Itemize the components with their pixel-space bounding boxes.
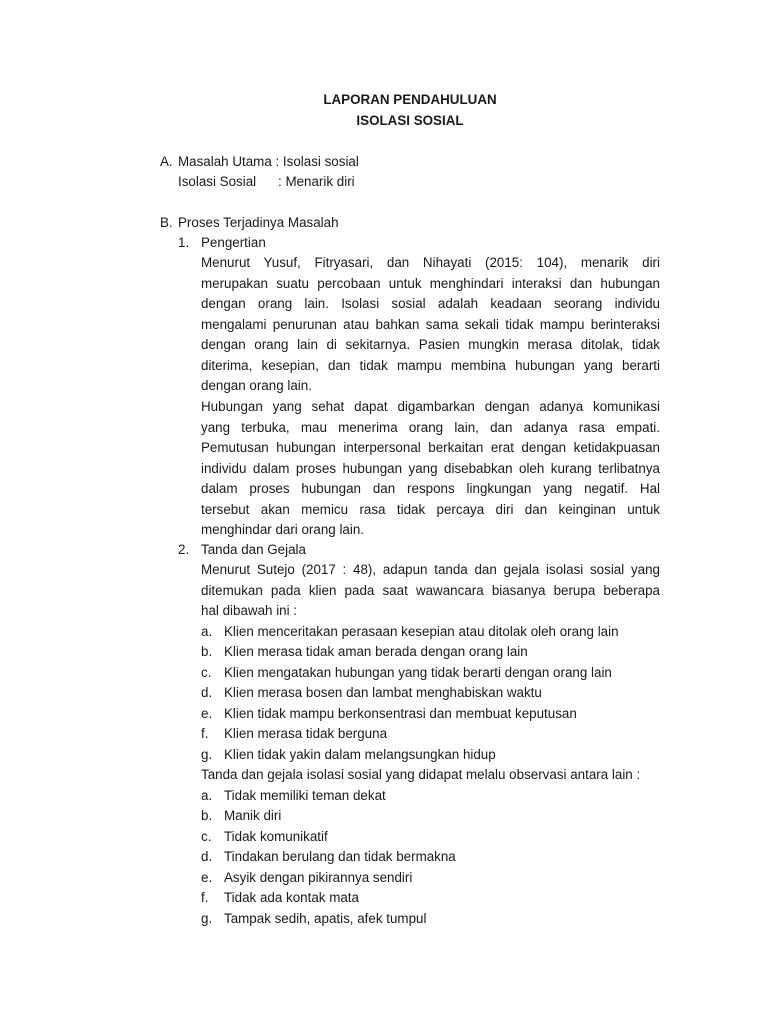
list-item — [201, 911, 426, 926]
list-item-letter: g. — [201, 747, 213, 762]
paragraph-line: Pemutusan hubungan interpersonal berkaitan erat dengan ketidakpuasan — [201, 440, 660, 455]
paragraph-line: tersebut akan memicu rasa tidak percaya diri dan keinginan untuk — [201, 501, 660, 517]
paragraph-line: Hubungan yang sehat dapat digambarkan dengan adanya komunikasi — [201, 399, 660, 414]
item2-number: 2. — [178, 542, 190, 557]
list-item-text: Klien merasa tidak berguna — [224, 726, 388, 741]
item1-paragraph1 — [201, 253, 660, 397]
list-item-letter: d. — [201, 685, 213, 700]
list-item-text: Klien tidak yakin dalam melangsungkan hidup — [224, 747, 496, 762]
list-item-letter: f. — [201, 890, 209, 905]
item2-heading: Tanda dan Gejala — [201, 542, 306, 557]
paragraph-line: dalam proses hubungan dan respons lingkungan yang negatif. Hal — [201, 481, 660, 496]
list-item-letter: b. — [201, 644, 213, 659]
list-item-letter: e. — [201, 706, 213, 721]
paragraph-line: dengan orang lain di sekitarnya. Pasien mungkin merasa ditolak, tidak — [201, 337, 660, 352]
paragraph-line: Menurut Sutejo (2017 : 48), adapun tanda dan gejala isolasi sosial yang — [201, 562, 660, 577]
paragraph-line: yang terbuka, mau menerima orang lain, dan adanya rasa empati. — [201, 419, 660, 435]
paragraph-line: diterima, kesepian, dan tidak mampu membina hubungan yang berarti — [201, 357, 660, 373]
list-item — [201, 829, 328, 844]
list-item-text: Asyik dengan pikirannya sendiri — [224, 870, 413, 885]
list-item — [201, 665, 612, 680]
item1-paragraph2 — [201, 397, 660, 541]
paragraph-line: dengan orang lain. — [201, 378, 312, 393]
list-item-letter: c. — [201, 829, 212, 844]
list-item — [201, 890, 359, 905]
list-item — [201, 788, 386, 803]
list-item-letter: g. — [201, 911, 213, 926]
list-item-text: Klien tidak mampu berkonsentrasi dan membuat keputusan — [224, 706, 577, 721]
list-item-letter: e. — [201, 870, 213, 885]
list-item-letter: b. — [201, 808, 213, 823]
list-item-text: Klien merasa tidak aman berada dengan orang lain — [224, 644, 528, 659]
list-item-text: Klien menceritakan perasaan kesepian atau ditolak oleh orang lain — [224, 624, 619, 639]
list-item-text: Tindakan berulang dan tidak bermakna — [224, 849, 456, 864]
observation-intro: Tanda dan gejala isolasi sosial yang didapat melalu observasi antara lain : — [201, 767, 641, 782]
paragraph-line: mengalami penurunan atau bahkan sama sekali tidak mampu berinteraksi — [201, 316, 660, 332]
list-item — [201, 685, 542, 700]
paragraph-line: individu dalam proses hubungan yang disebabkan oleh kurang terlibatnya — [201, 460, 660, 476]
item1-number: 1. — [178, 235, 190, 250]
section-b-marker: B. — [160, 215, 173, 230]
list-item-text: Tampak sedih, apatis, afek tumpul — [224, 911, 427, 926]
section-b-heading: Proses Terjadinya Masalah — [178, 215, 339, 230]
page-title: LAPORAN PENDAHULUAN — [323, 92, 497, 107]
list-item-letter: a. — [201, 788, 213, 803]
list-item — [201, 808, 281, 823]
list-item-text: Manik diri — [224, 808, 282, 823]
paragraph-line: ditemukan pada klien pada saat wawancara biasanya berupa beberapa — [201, 582, 660, 598]
paragraph-line: hal dibawah ini : — [201, 603, 298, 618]
paragraph-line: Menurut Yusuf, Fitryasari, dan Nihayati (2015: 104), menarik diri — [201, 255, 660, 270]
paragraph-line: menghindar dari orang lain. — [201, 522, 365, 537]
list-item-letter: d. — [201, 849, 213, 864]
list-item-letter: c. — [201, 665, 212, 680]
section-a-line2-value: : Menarik diri — [278, 174, 355, 189]
paragraph-line: dengan orang lain. Isolasi sosial adalah keadaan seorang individu — [201, 296, 660, 311]
list-item-text: Klien merasa bosen dan lambat menghabiskan waktu — [224, 685, 542, 700]
list-item — [201, 747, 496, 762]
section-a-line1: Masalah Utama : Isolasi sosial — [178, 154, 359, 169]
list-item-letter: a. — [201, 624, 213, 639]
section-a-marker: A. — [160, 154, 173, 169]
list-item-text: Tidak memiliki teman dekat — [224, 788, 386, 803]
list-item — [201, 726, 387, 741]
list-item-text: Tidak ada kontak mata — [224, 890, 359, 905]
list-item — [201, 706, 577, 721]
item1-heading: Pengertian — [201, 235, 266, 250]
page-subtitle: ISOLASI SOSIAL — [356, 113, 464, 128]
list-item — [201, 644, 528, 659]
list-item-text: Tidak komunikatif — [224, 829, 328, 844]
item2-intro — [201, 560, 660, 622]
list-item-letter: f. — [201, 726, 209, 741]
list-item-text: Klien mengatakan hubungan yang tidak berarti dengan orang lain — [224, 665, 612, 680]
list-item — [201, 870, 412, 885]
list-item — [201, 624, 619, 639]
list-item — [201, 849, 456, 864]
paragraph-line: merupakan suatu percobaan untuk menghindari interaksi dan hubungan — [201, 275, 660, 291]
section-a-line2-label: Isolasi Sosial — [178, 174, 257, 189]
